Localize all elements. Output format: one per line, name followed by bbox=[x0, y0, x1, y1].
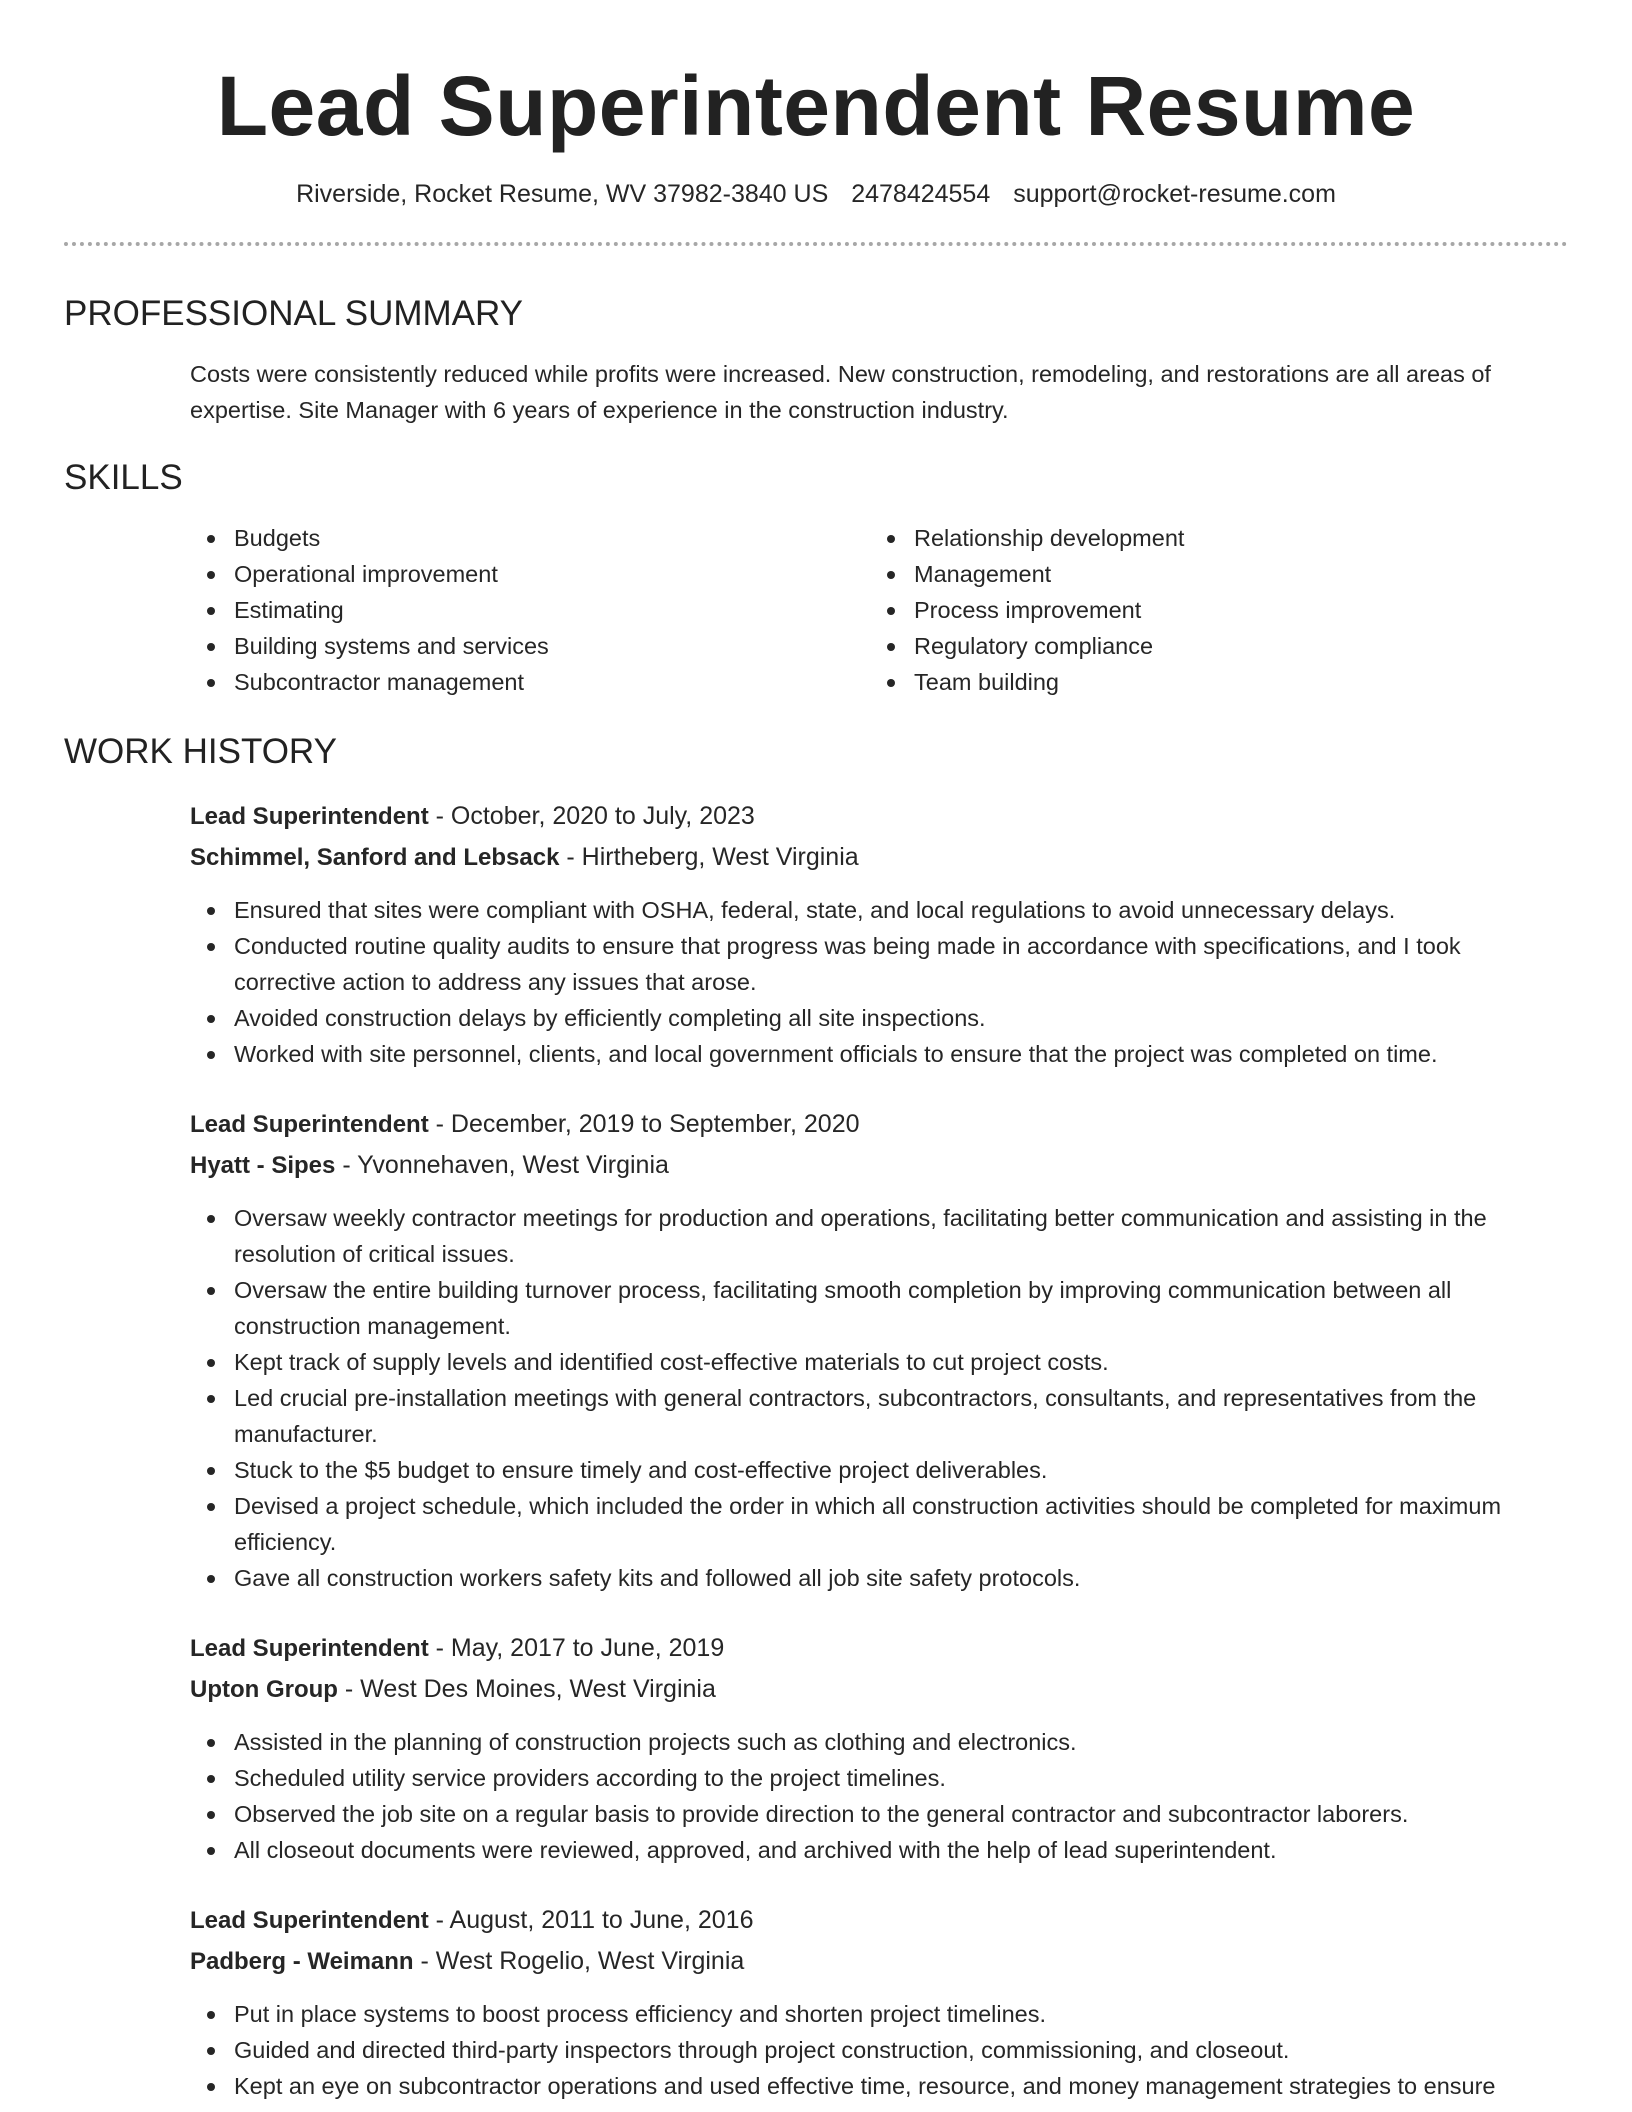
skill-item: Operational improvement bbox=[190, 556, 870, 592]
skill-item: Relationship development bbox=[870, 520, 1550, 556]
job-company-line bbox=[190, 1145, 1568, 1186]
job-bullets bbox=[190, 892, 1568, 1072]
job-bullet: Devised a project schedule, which included the order in which all construction activities should be completed for maximum efficiency. bbox=[190, 1488, 1568, 1560]
job-bullet: Kept an eye on subcontractor operations and used effective time, resource, and money management strategies to ensure bbox=[190, 2068, 1568, 2104]
job-bullets bbox=[190, 1996, 1568, 2104]
job-dates: - October, 2020 to July, 2023 bbox=[428, 802, 755, 830]
work-history-heading: WORK HISTORY bbox=[64, 732, 337, 771]
contact-address: Riverside, Rocket Resume, WV 37982-3840 US bbox=[296, 180, 829, 208]
job-bullet: Gave all construction workers safety kits and followed all job site safety protocols. bbox=[190, 1560, 1568, 1596]
skill-item: Process improvement bbox=[870, 592, 1550, 628]
job-location: - Yvonnehaven, West Virginia bbox=[335, 1151, 669, 1179]
job-company: Upton Group bbox=[190, 1676, 338, 1703]
job-entry bbox=[190, 1628, 1568, 1868]
job-role-line bbox=[190, 796, 1568, 837]
skill-item: Estimating bbox=[190, 592, 870, 628]
contact-email: support@rocket-resume.com bbox=[1013, 180, 1336, 208]
job-company: Schimmel, Sanford and Lebsack bbox=[190, 844, 560, 871]
job-bullet: Guided and directed third-party inspectors through project construction, commissioning, and closeout. bbox=[190, 2032, 1568, 2068]
job-bullets bbox=[190, 1200, 1568, 1596]
skill-item: Subcontractor management bbox=[190, 664, 870, 700]
summary-heading: PROFESSIONAL SUMMARY bbox=[64, 294, 523, 333]
job-role-line bbox=[190, 1900, 1568, 1941]
job-bullet: Avoided construction delays by efficiently completing all site inspections. bbox=[190, 1000, 1568, 1036]
job-bullet: Led crucial pre-installation meetings with general contractors, subcontractors, consultants, and representatives from the manufacturer. bbox=[190, 1380, 1568, 1452]
job-role: Lead Superintendent bbox=[190, 1111, 429, 1138]
job-entry bbox=[190, 1900, 1568, 2104]
job-company-line bbox=[190, 1941, 1568, 1982]
job-role: Lead Superintendent bbox=[190, 1635, 429, 1662]
contact-phone: 2478424554 bbox=[851, 180, 991, 208]
skill-item: Team building bbox=[870, 664, 1550, 700]
job-bullet: Stuck to the $5 budget to ensure timely and cost-effective project deliverables. bbox=[190, 1452, 1568, 1488]
contact-line bbox=[64, 178, 1568, 210]
resume-title: Lead Superintendent Resume bbox=[216, 59, 1416, 153]
job-entry bbox=[190, 1104, 1568, 1596]
job-company: Hyatt - Sipes bbox=[190, 1152, 336, 1179]
job-company-line bbox=[190, 1669, 1568, 1710]
job-dates: - August, 2011 to June, 2016 bbox=[428, 1906, 754, 1934]
job-bullet: Assisted in the planning of construction projects such as clothing and electronics. bbox=[190, 1724, 1568, 1760]
skills-column-left bbox=[190, 520, 870, 700]
job-bullet: Scheduled utility service providers according to the project timelines. bbox=[190, 1760, 1568, 1796]
skills-heading: SKILLS bbox=[64, 458, 183, 497]
job-dates: - May, 2017 to June, 2019 bbox=[428, 1634, 725, 1662]
header-divider bbox=[64, 242, 1568, 246]
job-location: - West Des Moines, West Virginia bbox=[337, 1675, 716, 1703]
skill-item: Budgets bbox=[190, 520, 870, 556]
job-role: Lead Superintendent bbox=[190, 803, 429, 830]
job-bullet: Conducted routine quality audits to ensure that progress was being made in accordance with specifications, and I took corrective action to address any issues that arose. bbox=[190, 928, 1568, 1000]
job-location: - Hirtheberg, West Virginia bbox=[559, 843, 859, 871]
job-location: - West Rogelio, West Virginia bbox=[413, 1947, 745, 1975]
skill-item: Management bbox=[870, 556, 1550, 592]
skill-item: Regulatory compliance bbox=[870, 628, 1550, 664]
summary-text: Costs were consistently reduced while profits were increased. New construction, remodeling, and restorations are all areas of expertise. Site Manager with 6 years of experience in the construction industry. bbox=[190, 361, 1491, 423]
resume-page bbox=[64, 0, 1568, 2104]
skills-list bbox=[190, 520, 1568, 700]
job-company-line bbox=[190, 837, 1568, 878]
job-bullet: Ensured that sites were compliant with OSHA, federal, state, and local regulations to avoid unnecessary delays. bbox=[190, 892, 1568, 928]
job-bullet: Oversaw the entire building turnover process, facilitating smooth completion by improving communication between all construction management. bbox=[190, 1272, 1568, 1344]
job-company: Padberg - Weimann bbox=[190, 1948, 414, 1975]
job-bullet: Kept track of supply levels and identified cost-effective materials to cut project costs. bbox=[190, 1344, 1568, 1380]
job-bullet: Worked with site personnel, clients, and local government officials to ensure that the project was completed on time. bbox=[190, 1036, 1568, 1072]
skills-column-right bbox=[870, 520, 1550, 700]
skill-item: Building systems and services bbox=[190, 628, 870, 664]
job-entry bbox=[190, 796, 1568, 1072]
job-role-line bbox=[190, 1104, 1568, 1145]
job-bullets bbox=[190, 1724, 1568, 1868]
job-bullet: Put in place systems to boost process efficiency and shorten project timelines. bbox=[190, 1996, 1568, 2032]
job-role-line bbox=[190, 1628, 1568, 1669]
job-bullet: Observed the job site on a regular basis to provide direction to the general contractor and subcontractor laborers. bbox=[190, 1796, 1568, 1832]
job-dates: - December, 2019 to September, 2020 bbox=[428, 1110, 860, 1138]
job-role: Lead Superintendent bbox=[190, 1907, 429, 1934]
job-bullet: Oversaw weekly contractor meetings for production and operations, facilitating better communication and assisting in the resolution of critical issues. bbox=[190, 1200, 1568, 1272]
job-bullet: All closeout documents were reviewed, approved, and archived with the help of lead superintendent. bbox=[190, 1832, 1568, 1868]
